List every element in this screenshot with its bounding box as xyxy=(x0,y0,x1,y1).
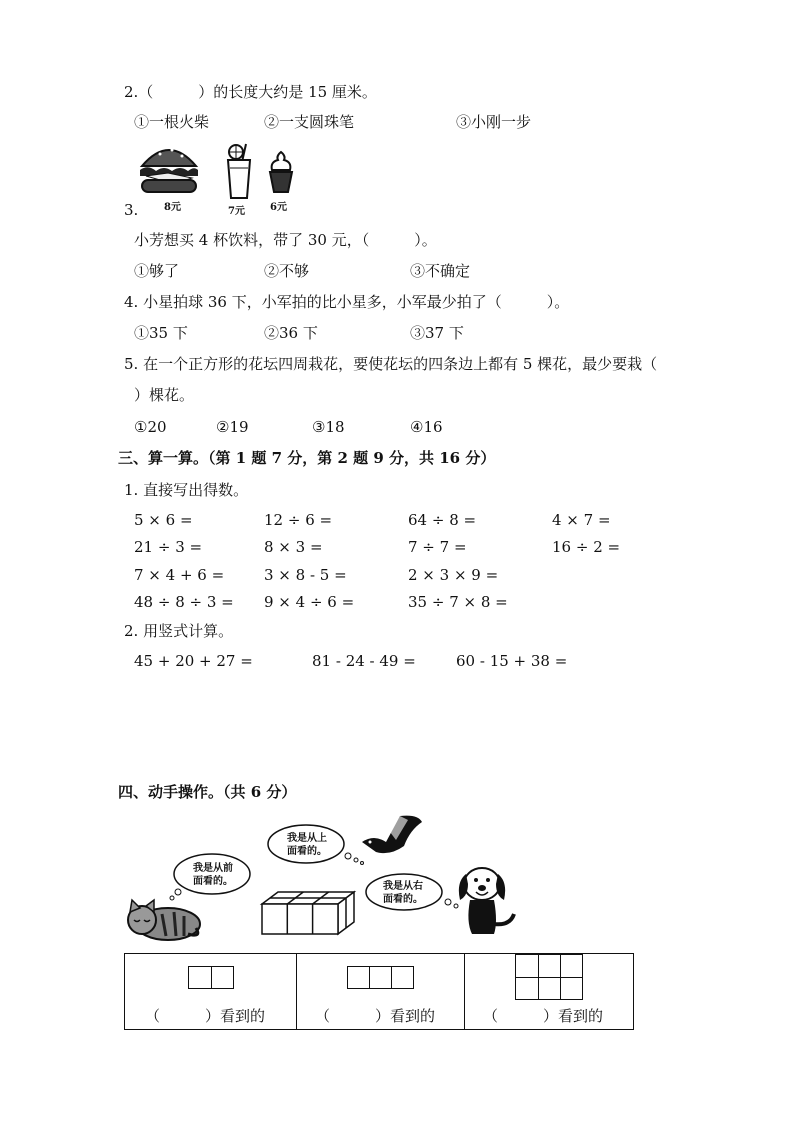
vertical-calc-1: 45 + 20 + 27 = xyxy=(134,652,253,670)
section4-title: 四、动手操作。（共 6 分） xyxy=(118,783,297,801)
cat-icon xyxy=(122,890,202,944)
calc-r4-c3: 35 ÷ 7 × 8 = xyxy=(408,593,508,611)
q5-option-1: ①20 xyxy=(134,418,167,436)
q2-stem: 2.（ ）的长度大约是 15 厘米。 xyxy=(124,83,377,101)
calc-r1-c4: 4 × 7 = xyxy=(552,511,611,529)
caption-view-1: （ ）看到的 xyxy=(145,1007,266,1025)
ice-cream-price: 6元 xyxy=(270,202,287,213)
drink-price: 7元 xyxy=(228,206,245,217)
q2-option-2: ②一支圆珠笔 xyxy=(264,113,355,131)
view-shape-six-squares xyxy=(515,954,583,1000)
calc-r1-c2: 12 ÷ 6 = xyxy=(264,511,333,529)
caption-view-3: （ ）看到的 xyxy=(483,1007,604,1025)
calc-r4-c1: 48 ÷ 8 ÷ 3 = xyxy=(134,593,234,611)
drink-cup-icon xyxy=(222,142,258,202)
dog-icon xyxy=(456,862,520,938)
view-shape-three-squares xyxy=(347,966,414,989)
table-divider-1 xyxy=(296,954,297,1029)
q4-option-2: ②36 下 xyxy=(264,324,318,342)
views-answer-table xyxy=(124,953,634,1030)
three-cube-block xyxy=(258,890,358,938)
q2-option-1: ①一根火柴 xyxy=(134,113,210,131)
calc-r2-c2: 8 × 3 = xyxy=(264,538,323,556)
section3-sub1: 1. 直接写出得数。 xyxy=(124,481,249,499)
q5-stem-line1: 5. 在一个正方形的花坛四周栽花，要使花坛的四条边上都有 5 棵花，最少要栽（ xyxy=(124,355,658,373)
q3-option-3: ③不确定 xyxy=(410,262,471,280)
q4-stem: 4. 小星拍球 36 下，小军拍的比小星多，小军最少拍了（ ）。 xyxy=(124,293,570,311)
hamburger-price: 8元 xyxy=(164,202,181,213)
q3-number: 3. xyxy=(124,201,139,219)
calc-r1-c3: 64 ÷ 8 = xyxy=(408,511,477,529)
section3-title: 三、算一算。（第 1 题 7 分，第 2 题 9 分，共 16 分） xyxy=(118,449,496,467)
q4-option-3: ③37 下 xyxy=(410,324,464,342)
ice-cream-icon xyxy=(266,150,296,196)
caption-view-2: （ ）看到的 xyxy=(315,1007,436,1025)
q5-option-3: ③18 xyxy=(312,418,345,436)
cat-bubble-text: 我是从前 面看的。 xyxy=(193,863,233,887)
q3-option-1: ①够了 xyxy=(134,262,180,280)
calc-r4-c2: 9 × 4 ÷ 6 = xyxy=(264,593,355,611)
calc-r3-c3: 2 × 3 × 9 = xyxy=(408,566,499,584)
bird-icon xyxy=(360,812,424,862)
q3-stem: 小芳想买 4 杯饮料，带了 30 元，（ ）。 xyxy=(134,231,437,249)
q5-stem-line2: ）棵花。 xyxy=(134,386,195,404)
q2-option-3: ③小刚一步 xyxy=(456,113,532,131)
calc-r3-c1: 7 × 4 + 6 = xyxy=(134,566,225,584)
bird-bubble-text: 我是从上 面看的。 xyxy=(287,833,327,857)
calc-r2-c3: 7 ÷ 7 = xyxy=(408,538,467,556)
q5-option-2: ②19 xyxy=(216,418,249,436)
q3-option-2: ②不够 xyxy=(264,262,310,280)
calc-r3-c2: 3 × 8 - 5 = xyxy=(264,566,347,584)
calc-r1-c1: 5 × 6 = xyxy=(134,511,193,529)
vertical-calc-2: 81 - 24 - 49 = xyxy=(312,652,416,670)
dog-bubble-text: 我是从右 面看的。 xyxy=(383,881,423,905)
calc-r2-c1: 21 ÷ 3 = xyxy=(134,538,203,556)
table-divider-2 xyxy=(464,954,465,1029)
q5-option-4: ④16 xyxy=(410,418,443,436)
calc-r2-c4: 16 ÷ 2 = xyxy=(552,538,621,556)
vertical-calc-3: 60 - 15 + 38 = xyxy=(456,652,568,670)
view-shape-two-squares xyxy=(188,966,234,989)
q4-option-1: ①35 下 xyxy=(134,324,188,342)
section3-sub2: 2. 用竖式计算。 xyxy=(124,622,234,640)
hamburger-icon xyxy=(138,140,200,198)
